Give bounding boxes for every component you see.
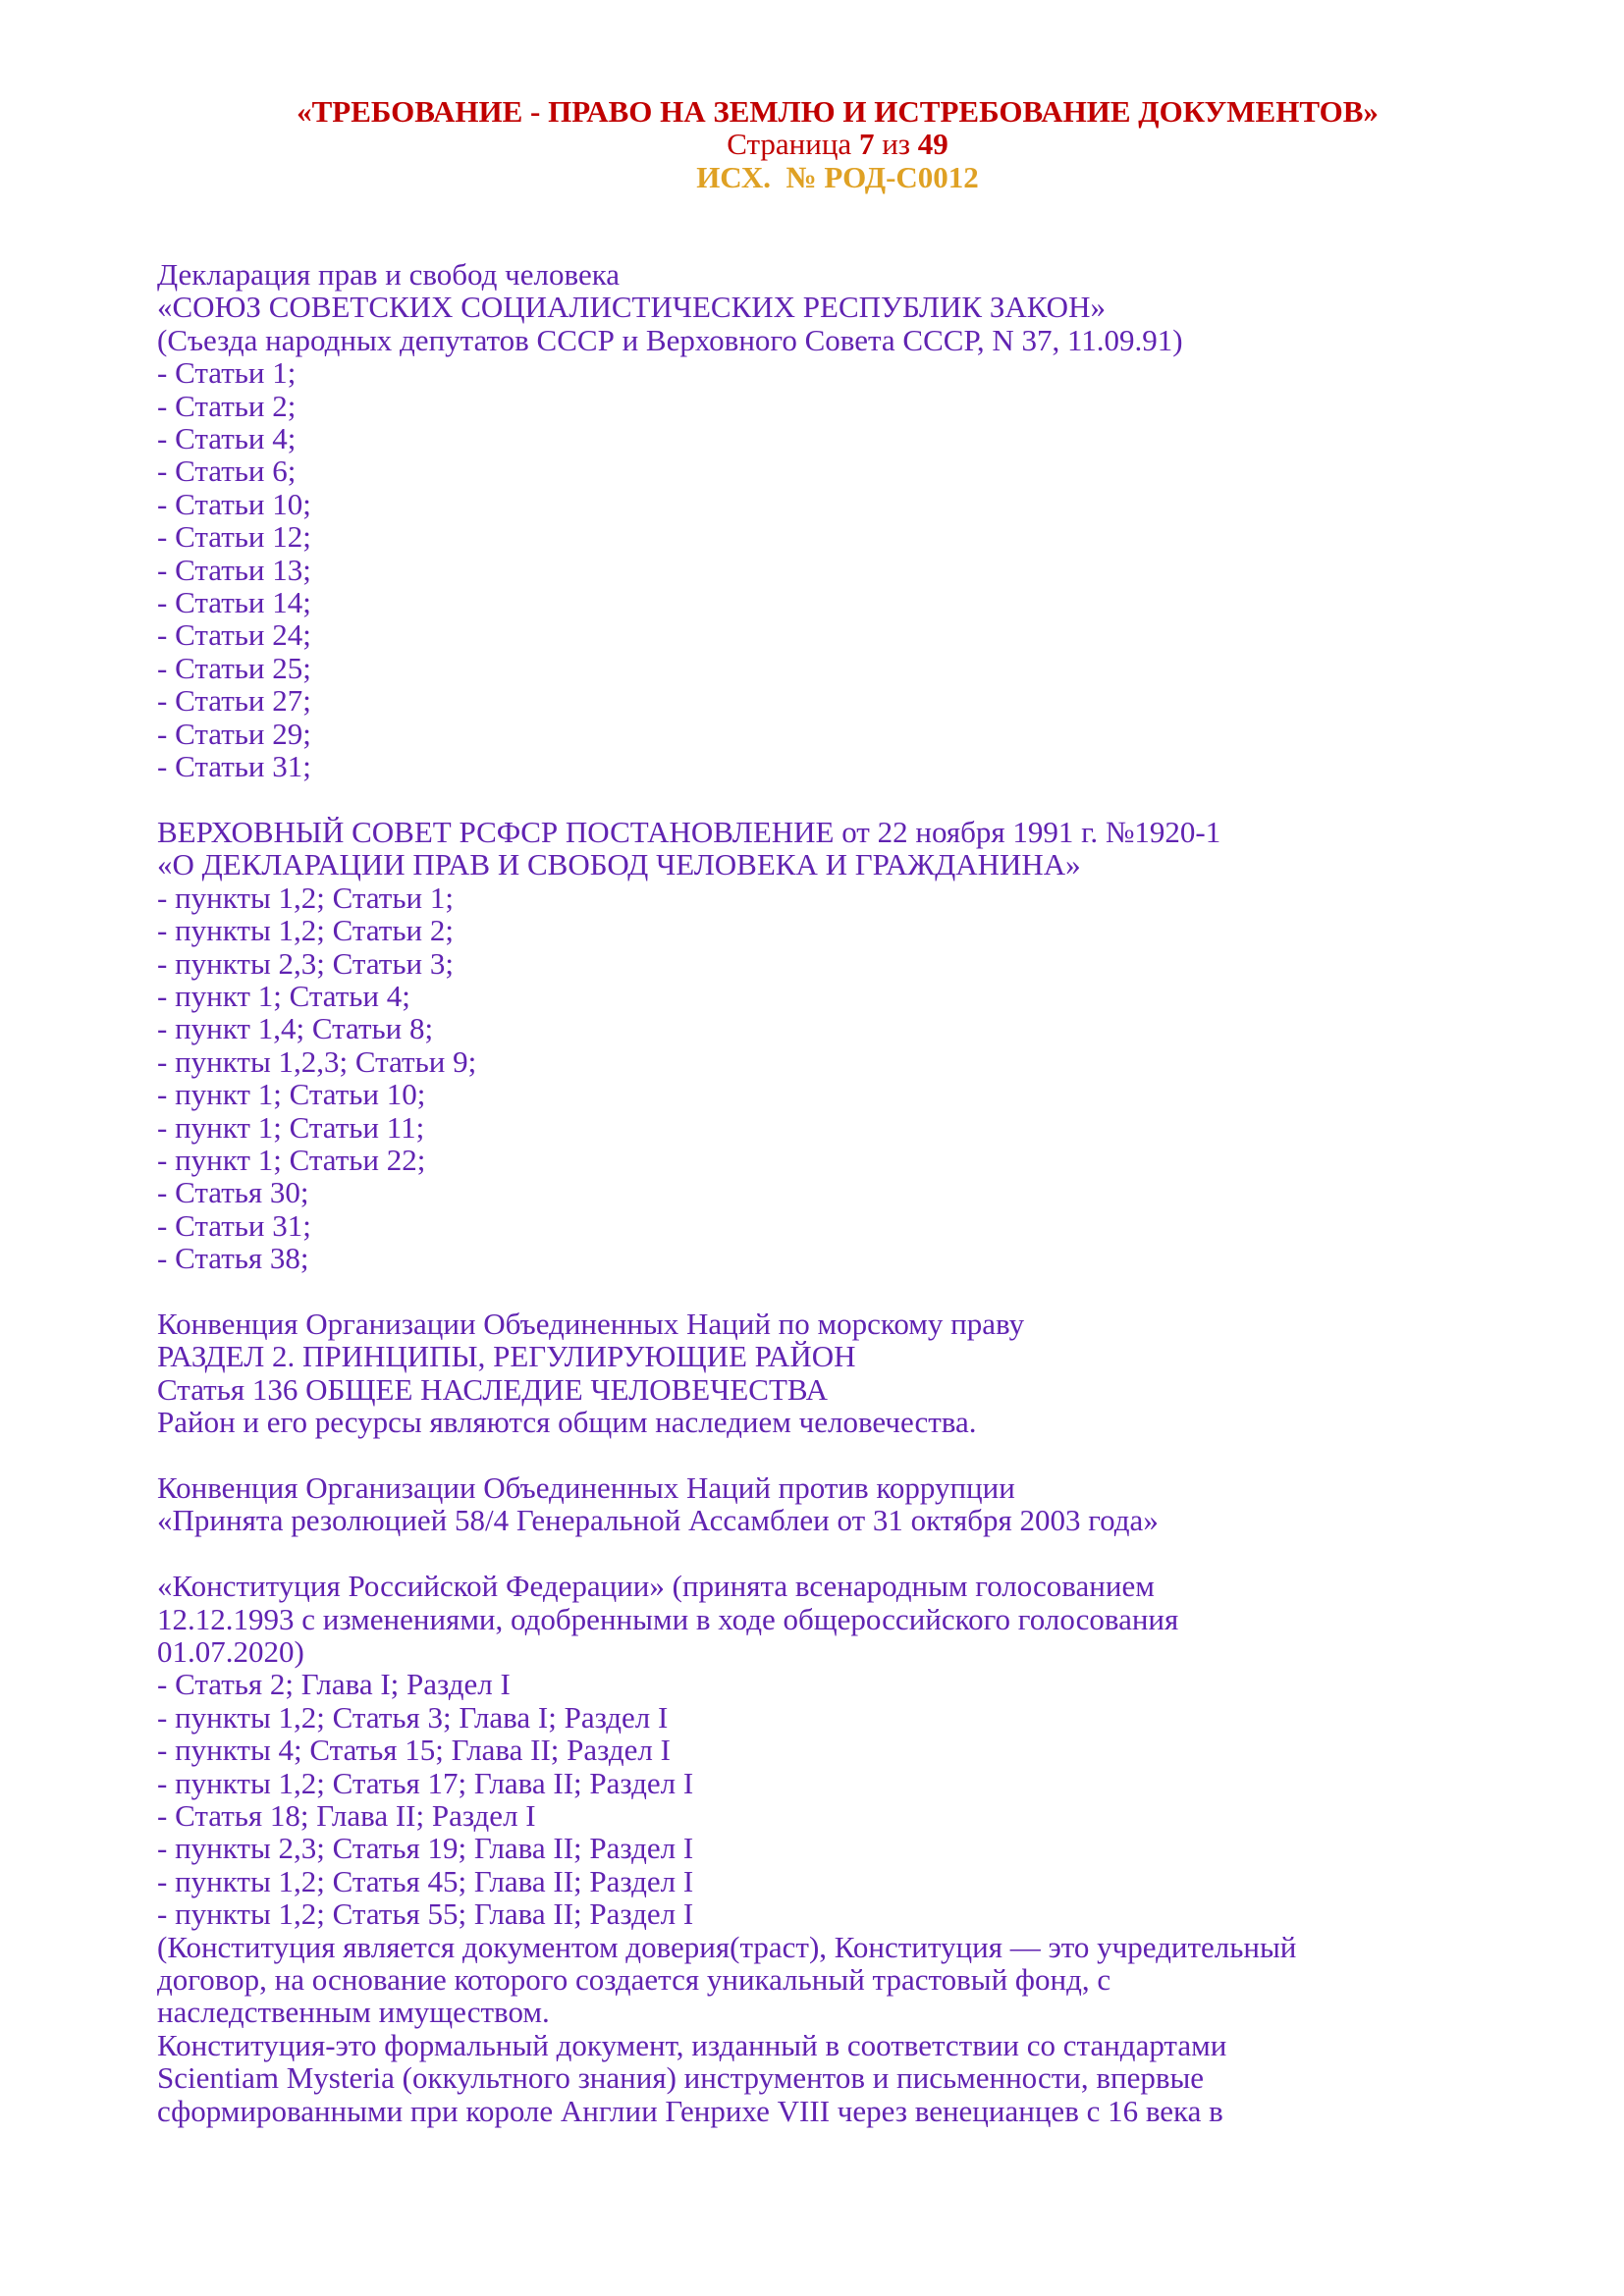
text-line: - пункты 1,2; Статья 3; Глава I; Раздел I: [157, 1699, 669, 1735]
text-line: - Статьи 6;: [157, 454, 297, 489]
text-line: - пункт 1; Статьи 22;: [157, 1142, 426, 1177]
text-line: - Статьи 29;: [157, 716, 311, 751]
document-section-supreme-council-resolution: [157, 816, 1585, 1275]
text-line: - пункт 1; Статьи 10;: [157, 1077, 426, 1112]
text-line: - Статьи 31;: [157, 749, 311, 784]
text-line: - пункты 2,3; Статьи 3;: [157, 945, 454, 981]
text-line: - Статьи 14;: [157, 585, 311, 620]
text-line: - Статья 18; Глава II; Раздел I: [157, 1798, 536, 1834]
text-line: - Статья 2; Глава I; Раздел I: [157, 1667, 511, 1702]
text-line: договор, на основание которого создается уникальный трастовый фонд, с: [157, 1962, 1111, 1998]
text-line: сформированными при короле Англии Генрихе VIII через венецианцев с 16 века в: [157, 2093, 1223, 2128]
document-section-constitution-of-russian-federation: [157, 1570, 1585, 2127]
text-line: «Конституция Российской Федерации» (принята всенародным голосованием: [157, 1569, 1155, 1604]
text-line: ВЕРХОВНЫЙ СОВЕТ РСФСР ПОСТАНОВЛЕНИЕ от 22 ноября 1991 г. №1920-1: [157, 814, 1221, 849]
text-line: Конвенция Организации Объединенных Наций по морскому праву: [157, 1306, 1025, 1341]
text-line: - Статьи 1;: [157, 355, 297, 391]
text-line: - пункты 2,3; Статья 19; Глава II; Раздел I: [157, 1831, 694, 1866]
page-indicator-prefix: Страница: [727, 127, 852, 162]
text-line: - пункты 1,2; Статья 17; Глава II; Раздел I: [157, 1765, 694, 1800]
text-line: «СОЮЗ СОВЕТСКИХ СОЦИАЛИСТИЧЕСКИХ РЕСПУБЛИК ЗАКОН»: [157, 290, 1106, 325]
text-line: - Статьи 2;: [157, 388, 297, 423]
text-line: Декларация прав и свобод человека: [157, 257, 621, 292]
text-line: Конвенция Организации Объединенных Наций против коррупции: [157, 1469, 1015, 1505]
text-line: - Статьи 27;: [157, 683, 311, 719]
text-line: наследственным имуществом.: [157, 1995, 550, 2030]
text-line: - пункт 1; Статьи 4;: [157, 978, 410, 1013]
document-section-un-convention-law-of-the-sea: [157, 1308, 1585, 1439]
text-line: «О ДЕКЛАРАЦИИ ПРАВ И СВОБОД ЧЕЛОВЕКА И ГРАЖДАНИНА»: [157, 847, 1081, 882]
text-line: - Статьи 13;: [157, 552, 311, 587]
document-section-declaration-of-rights: [157, 258, 1585, 783]
text-line: - Статья 38;: [157, 1241, 309, 1276]
page-number-current: 7: [858, 127, 875, 162]
text-line: Scientiam Mysteria (оккультного знания) инструментов и письменности, впервые: [157, 2060, 1205, 2096]
text-line: - Статья 30;: [157, 1175, 309, 1210]
text-line: (Конституция является документом доверия(траст), Конституция — это учредительный: [157, 1929, 1297, 1964]
text-line: Район и его ресурсы являются общим наследием человечества.: [157, 1405, 977, 1440]
text-line: - пункты 4; Статья 15; Глава II; Раздел I: [157, 1733, 671, 1768]
text-line: «Принята резолюцией 58/4 Генеральной Ассамблеи от 31 октября 2003 года»: [157, 1503, 1159, 1538]
document-body: [157, 258, 1585, 2160]
text-line: - пункты 1,2; Статья 55; Глава II; Раздел I: [157, 1896, 694, 1932]
text-line: - Статьи 10;: [157, 486, 311, 521]
text-line: - Статьи 24;: [157, 617, 311, 653]
page-number-total: 49: [917, 127, 948, 162]
ref-number: ИСХ. № РОД-С0012: [696, 159, 979, 194]
text-line: - Статьи 4;: [157, 421, 297, 456]
text-line: - пункт 1; Статьи 11;: [157, 1109, 425, 1145]
page-indicator-separator: из: [882, 127, 911, 162]
text-line: Конституция-это формальный документ, изданный в соответствии со стандартами: [157, 2027, 1227, 2062]
text-line: - пункты 1,2; Статьи 1;: [157, 880, 454, 915]
document-header: [0, 95, 1624, 193]
page-indicator: [51, 128, 1624, 160]
text-line: - Статьи 12;: [157, 519, 311, 555]
text-line: - пункты 1,2; Статьи 2;: [157, 913, 454, 948]
document-section-un-convention-against-corruption: [157, 1471, 1585, 1537]
text-line: РАЗДЕЛ 2. ПРИНЦИПЫ, РЕГУЛИРУЮЩИЕ РАЙОН: [157, 1339, 856, 1374]
text-line: - пункт 1,4; Статьи 8;: [157, 1011, 434, 1046]
document-title: «ТРЕБОВАНИЕ - ПРАВО НА ЗЕМЛЮ И ИСТРЕБОВАНИЕ ДОКУМЕНТОВ»: [297, 94, 1379, 129]
text-line: 01.07.2020): [157, 1634, 304, 1669]
text-line: - пункты 1,2,3; Статьи 9;: [157, 1043, 477, 1079]
text-line: 12.12.1993 с изменениями, одобренными в ходе общероссийского голосования: [157, 1601, 1179, 1636]
text-line: - Статьи 31;: [157, 1207, 311, 1243]
text-line: Статья 136 ОБЩЕЕ НАСЛЕДИЕ ЧЕЛОВЕЧЕСТВА: [157, 1371, 828, 1407]
text-line: (Съезда народных депутатов СССР и Верховного Совета СССР, N 37, 11.09.91): [157, 322, 1183, 357]
text-line: - пункты 1,2; Статья 45; Глава II; Раздел I: [157, 1863, 694, 1898]
text-line: - Статьи 25;: [157, 650, 311, 685]
